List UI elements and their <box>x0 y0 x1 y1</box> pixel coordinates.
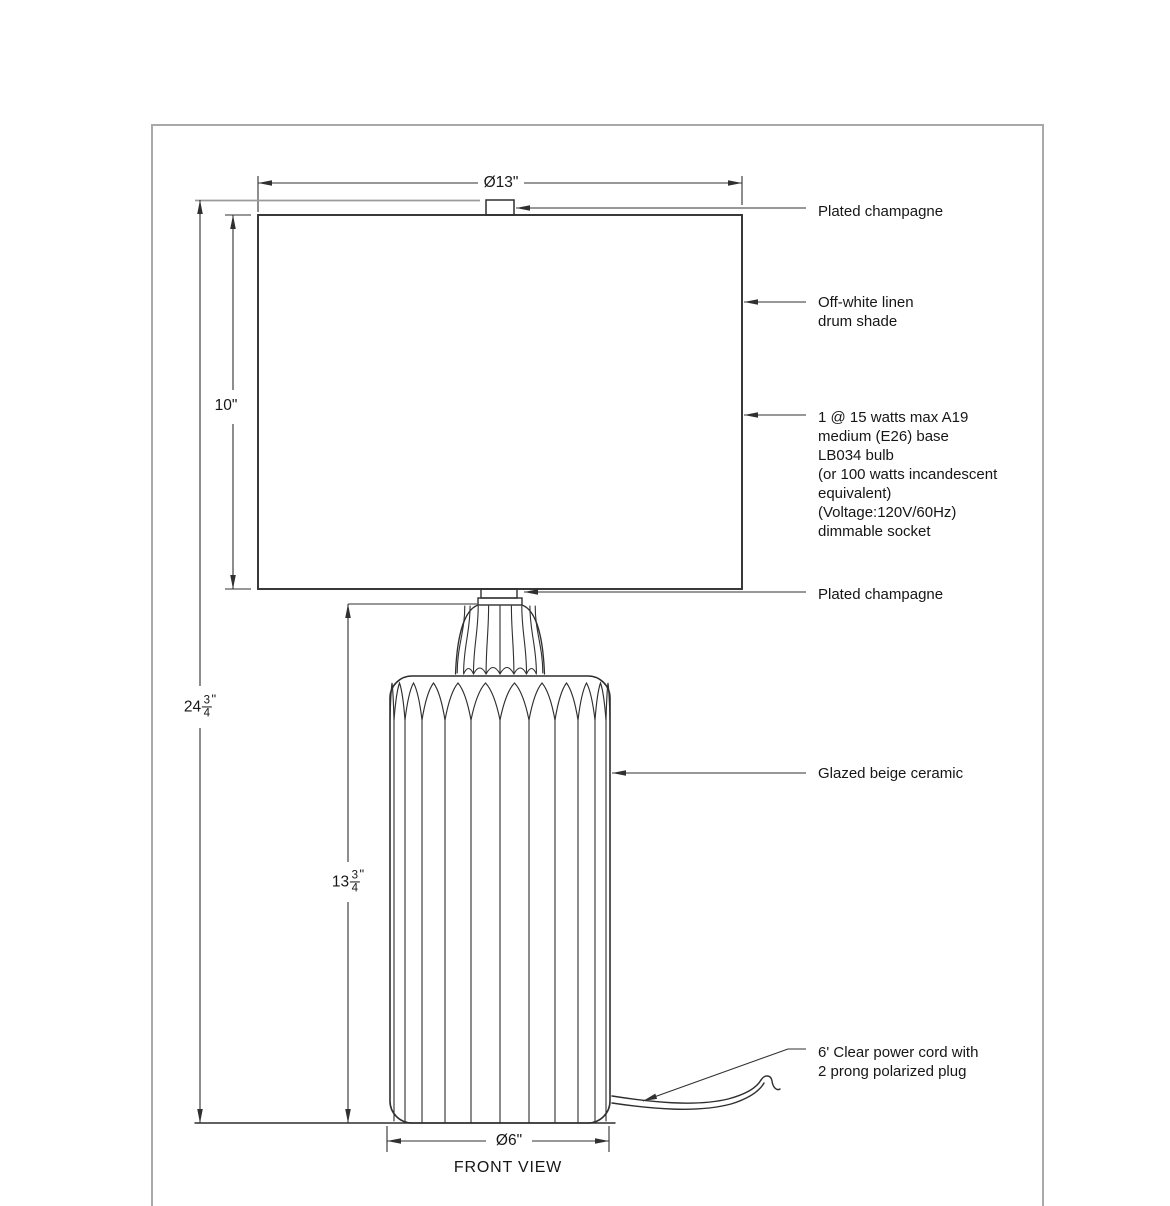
callout-bulb-line7: dimmable socket <box>818 523 931 540</box>
callout-bulb-line5: equivalent) <box>818 485 892 502</box>
callout-cord-line2: 2 prong polarized plug <box>818 1063 967 1080</box>
finial-outline <box>486 200 514 215</box>
dimension-shade-diameter: Ø13" <box>483 174 519 191</box>
total-height-denominator: 4 <box>203 707 211 720</box>
callout-shade-line1: Off-white linen <box>818 294 914 311</box>
dimension-body-height <box>330 866 366 895</box>
dimension-base-diameter: Ø6" <box>495 1132 523 1149</box>
dimension-total-height <box>182 691 218 720</box>
total-height-unit: " <box>211 691 217 707</box>
callout-neck: Plated champagne <box>818 586 944 603</box>
callout-body: Glazed beige ceramic <box>818 765 964 782</box>
fluted-neck-outline <box>456 605 545 674</box>
callout-bulb-line4: (or 100 watts incandescent <box>818 466 998 483</box>
callout-cord <box>818 1043 978 1081</box>
callout-bulb-line2: medium (E26) base <box>818 428 949 445</box>
dimension-shade-height: 10" <box>214 397 238 414</box>
body-rib-lines <box>394 720 606 1123</box>
view-title: FRONT VIEW <box>453 1159 563 1176</box>
callout-bulb-line6: (Voltage:120V/60Hz) <box>818 504 957 521</box>
body-arch-pattern <box>390 683 610 720</box>
callout-shade <box>818 293 914 331</box>
callout-shade-line2: drum shade <box>818 313 898 330</box>
dimension-body-height-lines <box>348 604 477 1123</box>
power-cord-outline <box>612 1076 780 1109</box>
arrowheads <box>197 180 758 1144</box>
callout-bulb-line3: LB034 bulb <box>818 447 894 464</box>
body-height-whole: 13 <box>331 873 350 890</box>
total-height-whole: 24 <box>183 698 202 715</box>
ceramic-body-outline <box>390 676 610 1123</box>
total-height-numerator: 3 <box>203 694 211 707</box>
dimension-total-height-lines <box>195 200 480 1123</box>
body-height-numerator: 3 <box>351 869 359 882</box>
body-height-denominator: 4 <box>351 882 359 895</box>
callout-finial: Plated champagne <box>818 203 944 220</box>
callout-bulb <box>818 408 997 541</box>
callout-bulb-line1: 1 @ 15 watts max A19 <box>818 409 969 426</box>
body-height-unit: " <box>359 866 365 882</box>
callout-cord-line1: 6' Clear power cord with <box>818 1044 979 1061</box>
neck-cap-outline <box>478 589 522 605</box>
drum-shade-outline <box>258 215 742 589</box>
callout-leader-lines <box>516 208 806 1101</box>
